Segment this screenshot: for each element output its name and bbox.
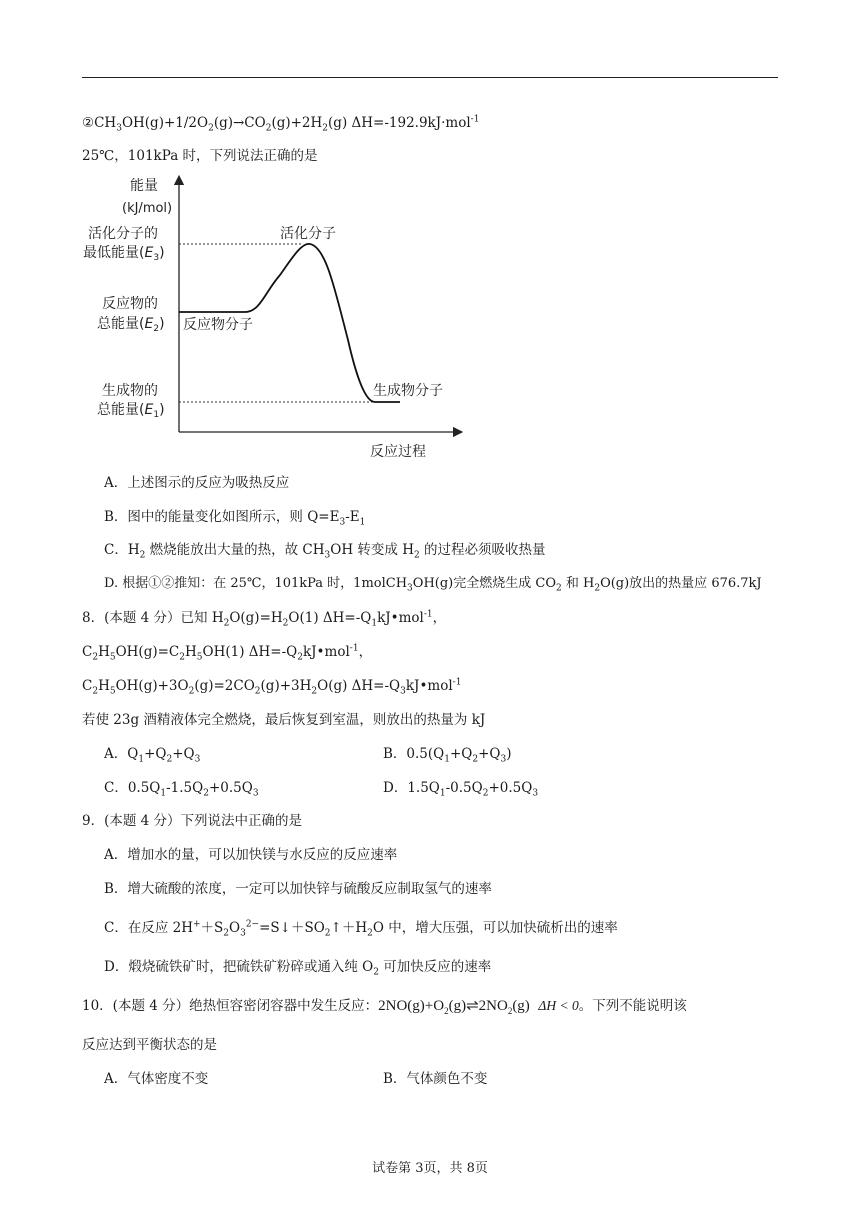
q9-option-a: A．增加水的量，可以加快镁与水反应的反应速率	[104, 847, 398, 863]
q8-option-c: C．$0.5Q_1-1.5Q_2+0.5Q_3$	[104, 780, 259, 799]
q10-option-a: A．气体密度不变	[104, 1071, 209, 1087]
e2-label-line1: 反应物的	[102, 296, 158, 312]
q9-option-d: D．煅烧硫铁矿时，把硫铁矿粉碎或通入纯 $O_2$ 可加快反应的速率	[104, 959, 492, 978]
q10-option-b: B．气体颜色不变	[383, 1071, 488, 1087]
e1-label-line1: 生成物的	[102, 383, 158, 399]
y-label-line2: (kJ/mol)	[122, 201, 173, 216]
equation-2: $②CH_3OH(g)+1/2O_2(g)\to CO_2(g)+2H_2(g)$ ΔH=-192.9kJ·mol$^{-1}$	[82, 114, 480, 134]
energy-diagram	[80, 170, 480, 465]
q7-option-a: A．上述图示的反应为吸热反应	[104, 475, 290, 491]
condition-text: 25℃，101kPa 时，下列说法正确的是	[82, 148, 318, 164]
q10-equation: $2NO(g)+O_2(g)\rightleftharpoons 2NO_2(g)$	[378, 998, 530, 1016]
q7-option-d: D. 根据①②推知：在 25℃，101kPa 时，1molCH$_3$OH(g)完全燃烧生成 $CO_2$ 和 $H_2O(g)$放出的热量应 676.7kJ	[104, 576, 762, 594]
q7-option-b: B．图中的能量变化如图所示，则 $Q=E_3-E_1$	[104, 509, 366, 528]
x-label: 反应过程	[370, 444, 426, 460]
e1-label-line2: 总能量$(E_1)$	[97, 402, 165, 420]
product-label: 生成物分子	[373, 383, 443, 399]
peak-label: 活化分子	[280, 226, 336, 242]
q7-option-c: C．$H_2$ 燃烧能放出大量的热，故 $CH_3OH$ 转变成 $H_2$ 的过程必须吸收热量	[104, 542, 546, 561]
e3-label-line2: 最低能量$(E_3)$	[83, 245, 165, 263]
q9-option-c: C．在反应 $2H^++S_2O_3^{2-}=S↓+SO_2↑+H_2O$ 中，增大压强，可以加快硫析出的速率	[104, 919, 618, 939]
y-label-line1: 能量	[130, 178, 158, 194]
q8-line3: $C_2H_5OH(g)+3O_2(g)=2CO_2(g)+3H_2O(g)$ $\Delta H=-Q_3kJ•mol^{-1}$	[82, 677, 462, 697]
q8-line1: 8．(本题 4 分）已知 $H_2O(g)=H_2O(1)$ $\Delta H=-Q_1kJ•mol^{-1}$，	[82, 609, 447, 629]
q8-option-a: A．$Q_1+Q_2+Q_3$	[104, 746, 201, 765]
q8-option-d: D．$1.5Q_1-0.5Q_2+0.5Q_3$	[383, 780, 539, 799]
q10-stem: 10．(本题 4 分）绝热恒容密闭容器中发生反应：$2NO(g)+O_2(g)\rightleftharpoons 2NO_2(g) \Delta H < 0$。下列不能说明该	[82, 998, 687, 1016]
reactant-label: 反应物分子	[183, 317, 253, 333]
q8-option-b: B．$0.5(Q_1+Q_2+Q_3)$	[383, 746, 512, 765]
q9-option-b: B．增大硫酸的浓度，一定可以加快锌与硫酸反应制取氢气的速率	[104, 881, 492, 897]
page-footer: 试卷第 3页，共 8页	[372, 1161, 488, 1176]
header-rule	[82, 77, 778, 78]
q9-stem: 9．(本题 4 分）下列说法中正确的是	[82, 813, 303, 829]
e2-label-line2: 总能量$(E_2)$	[97, 316, 165, 334]
q10-line2: 反应达到平衡状态的是	[82, 1037, 217, 1053]
q8-line4: 若使 23g 酒精液体完全燃烧，最后恢复到室温，则放出的热量为 kJ	[82, 712, 486, 728]
e3-label-line1: 活化分子的	[88, 226, 158, 242]
q8-line2: $C_2H_5OH(g)=C_2H_5OH(1)$ $\Delta H=-Q_2kJ•mol^{-1}$，	[82, 643, 373, 663]
